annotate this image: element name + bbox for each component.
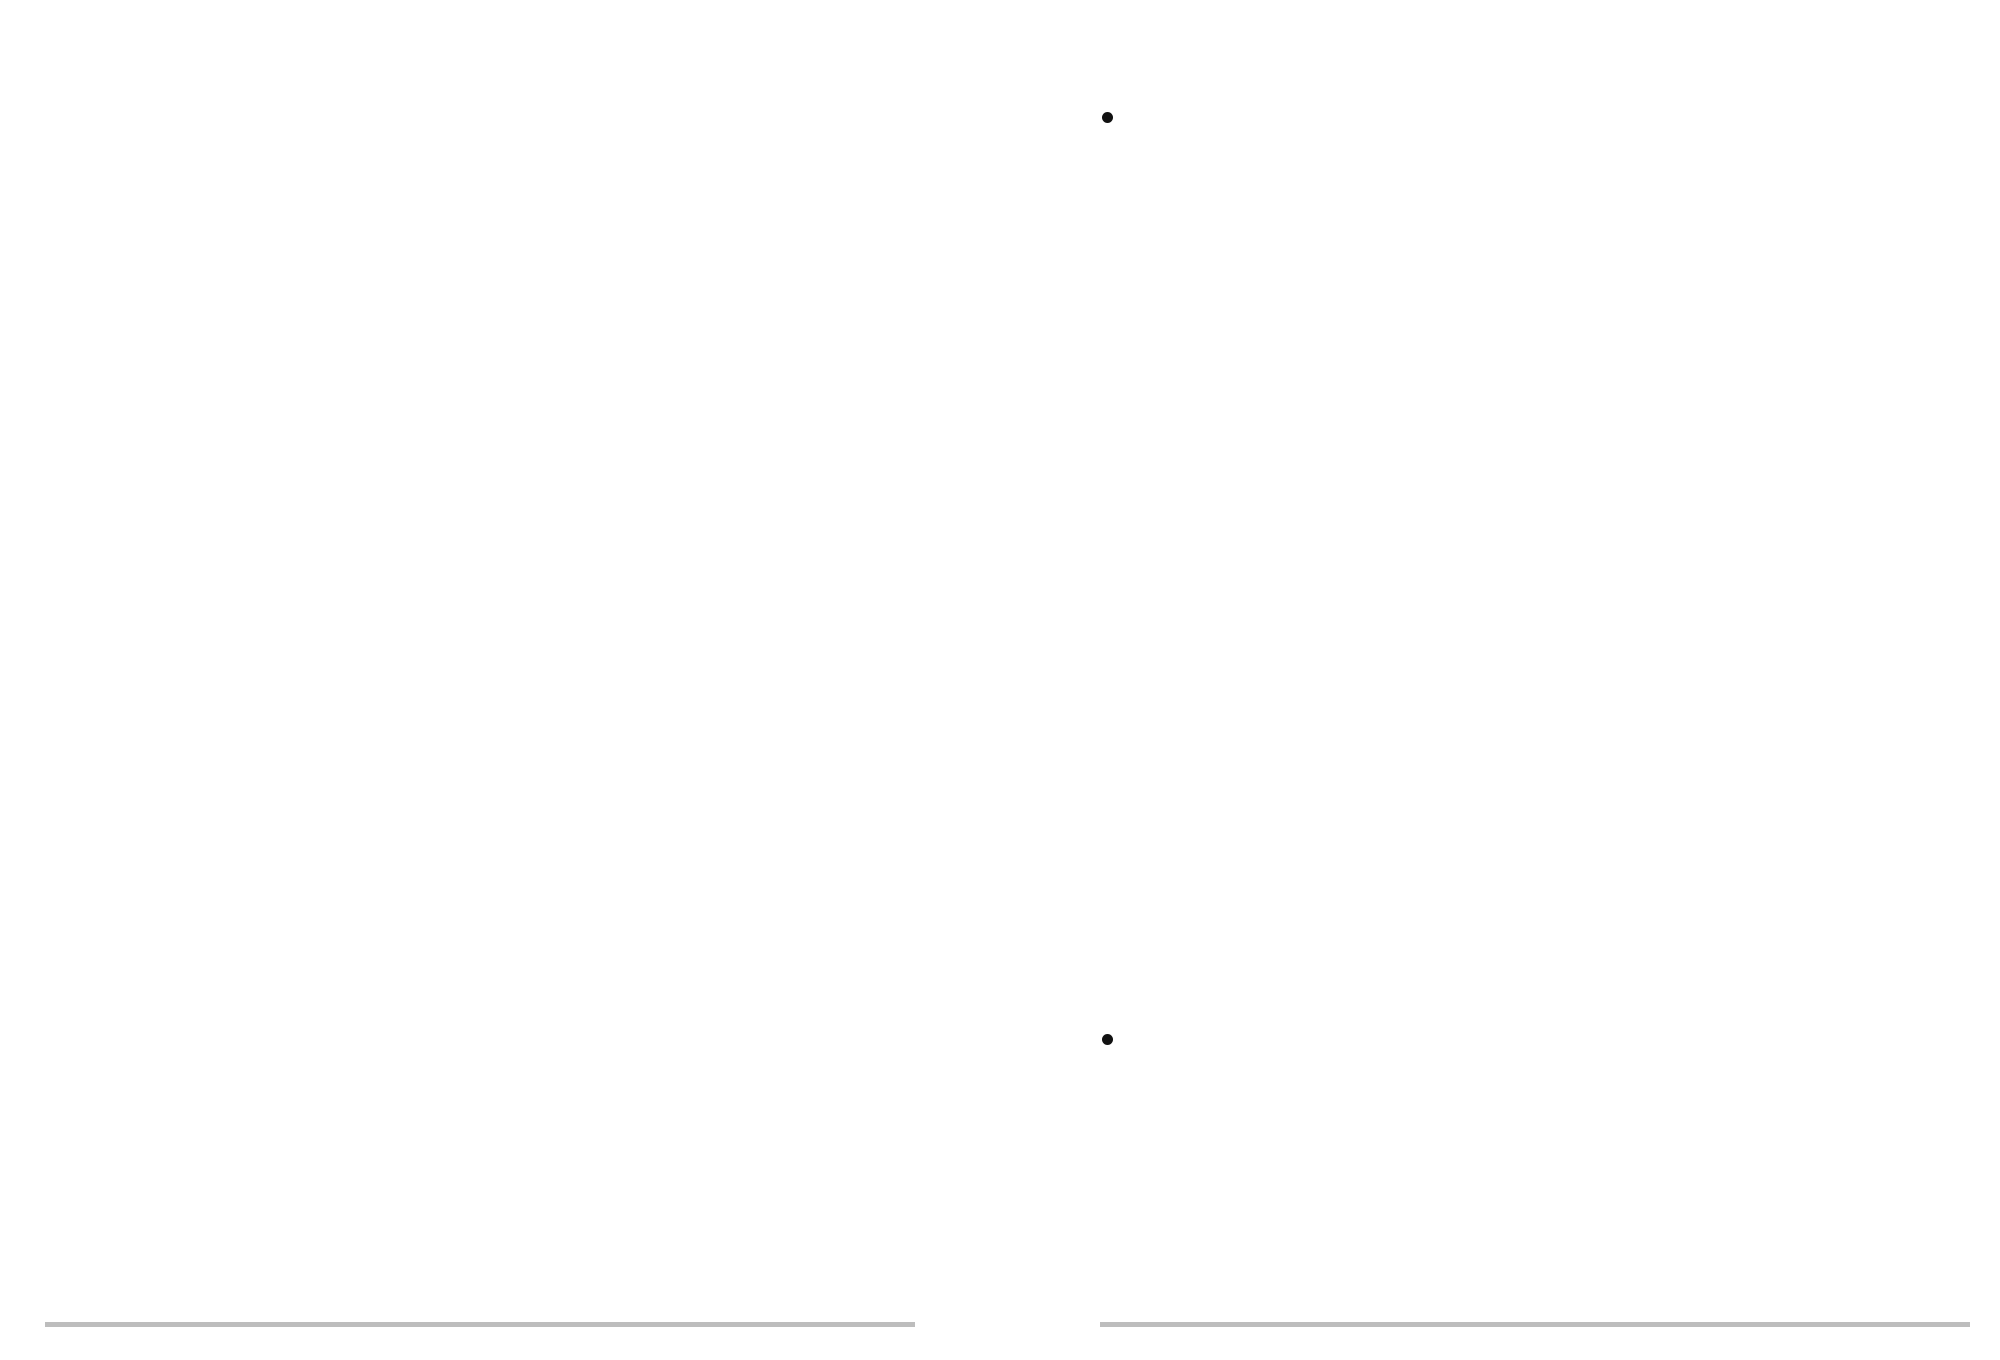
footer-rule — [45, 1322, 915, 1327]
bullet-icon — [1102, 1034, 1113, 1045]
footer-rule — [1100, 1322, 1970, 1327]
rear-panel-diagram — [1110, 1085, 1670, 1235]
front-panel-diagram — [1080, 160, 2000, 530]
front-panel-heading — [1102, 108, 1125, 130]
right-page — [1080, 0, 2000, 1360]
rear-panel-heading — [1102, 1030, 1125, 1052]
bullet-icon — [1102, 112, 1113, 123]
left-page — [0, 0, 960, 1360]
